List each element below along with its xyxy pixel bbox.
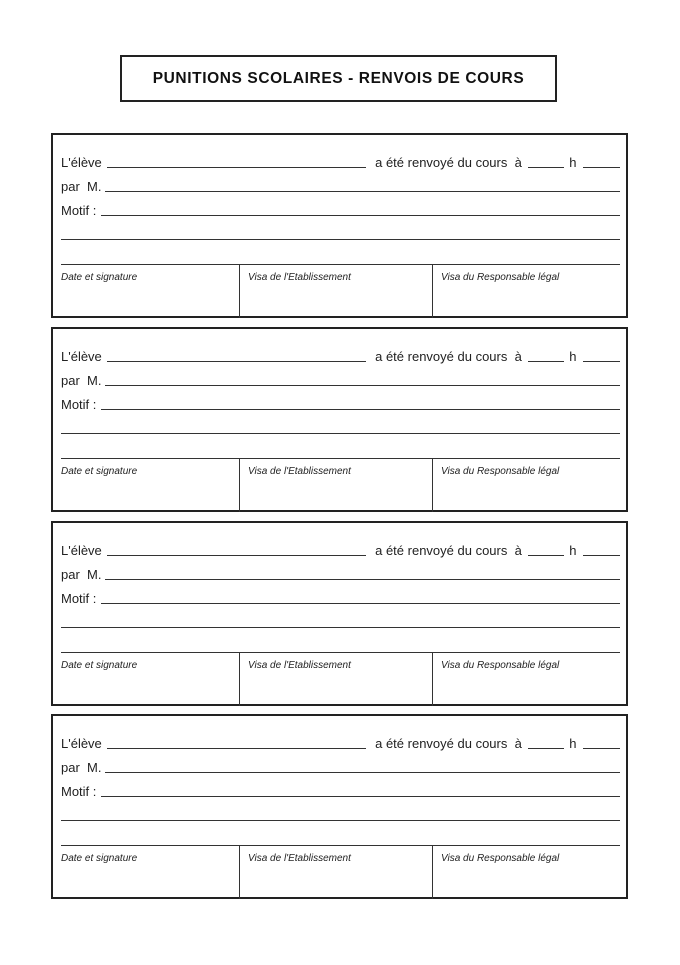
teacher-label: par M. [61, 179, 102, 194]
student-row [61, 152, 620, 170]
school-visa-label: Visa de l'Etablissement [248, 466, 351, 477]
guardian-visa-cell[interactable] [432, 459, 626, 512]
minute-field[interactable] [583, 361, 620, 362]
student-row [61, 540, 620, 558]
reason-line-2[interactable] [61, 627, 620, 628]
student-name-field[interactable] [107, 361, 366, 362]
reason-field[interactable] [101, 409, 620, 410]
punishment-slip [51, 521, 628, 706]
date-signature-cell[interactable] [53, 846, 239, 899]
reason-field[interactable] [101, 215, 620, 216]
page-title: PUNITIONS SCOLAIRES - RENVOIS DE COURS [152, 69, 525, 87]
teacher-row [61, 564, 620, 582]
guardian-visa-cell[interactable] [432, 846, 626, 899]
teacher-name-field[interactable] [105, 579, 620, 580]
student-label: L'élève [61, 543, 102, 558]
reason-label: Motif : [61, 591, 97, 606]
hour-label: h [569, 349, 577, 364]
teacher-name-field[interactable] [105, 385, 620, 386]
minute-field[interactable] [583, 748, 620, 749]
minute-field[interactable] [583, 167, 620, 168]
teacher-name-field[interactable] [105, 191, 620, 192]
punishment-slip [51, 133, 628, 318]
date-signature-label: Date et signature [61, 466, 138, 477]
reason-label: Motif : [61, 784, 97, 799]
reason-label: Motif : [61, 203, 97, 218]
student-row [61, 346, 620, 364]
hour-label: h [569, 155, 577, 170]
student-label: L'élève [61, 155, 102, 170]
hour-field[interactable] [528, 167, 564, 168]
teacher-row [61, 176, 620, 194]
hour-field[interactable] [528, 361, 564, 362]
sent-out-label: a été renvoyé du cours à [375, 155, 522, 170]
school-visa-cell[interactable] [239, 459, 432, 512]
school-visa-cell[interactable] [239, 265, 432, 318]
title-box [120, 55, 557, 102]
student-name-field[interactable] [107, 167, 366, 168]
guardian-visa-label: Visa du Responsable légal [441, 466, 560, 477]
date-signature-label: Date et signature [61, 660, 138, 671]
teacher-row [61, 370, 620, 388]
reason-row [61, 200, 620, 218]
date-signature-cell[interactable] [53, 653, 239, 706]
reason-field[interactable] [101, 796, 620, 797]
punishment-slip [51, 327, 628, 512]
reason-field[interactable] [101, 603, 620, 604]
guardian-visa-cell[interactable] [432, 265, 626, 318]
hour-label: h [569, 543, 577, 558]
student-name-field[interactable] [107, 748, 366, 749]
sent-out-label: a été renvoyé du cours à [375, 349, 522, 364]
minute-field[interactable] [583, 555, 620, 556]
student-row [61, 733, 620, 751]
student-label: L'élève [61, 736, 102, 751]
guardian-visa-label: Visa du Responsable légal [441, 853, 560, 864]
hour-field[interactable] [528, 555, 564, 556]
teacher-label: par M. [61, 373, 102, 388]
reason-line-2[interactable] [61, 239, 620, 240]
sent-out-label: a été renvoyé du cours à [375, 543, 522, 558]
date-signature-cell[interactable] [53, 459, 239, 512]
reason-label: Motif : [61, 397, 97, 412]
teacher-name-field[interactable] [105, 772, 620, 773]
guardian-visa-cell[interactable] [432, 653, 626, 706]
date-signature-cell[interactable] [53, 265, 239, 318]
date-signature-label: Date et signature [61, 272, 138, 283]
school-visa-cell[interactable] [239, 846, 432, 899]
reason-row [61, 588, 620, 606]
student-label: L'élève [61, 349, 102, 364]
date-signature-label: Date et signature [61, 853, 138, 864]
school-visa-label: Visa de l'Etablissement [248, 853, 351, 864]
school-visa-label: Visa de l'Etablissement [248, 272, 351, 283]
teacher-label: par M. [61, 760, 102, 775]
teacher-row [61, 757, 620, 775]
reason-line-2[interactable] [61, 820, 620, 821]
reason-row [61, 394, 620, 412]
hour-field[interactable] [528, 748, 564, 749]
punishment-slip [51, 714, 628, 899]
school-visa-label: Visa de l'Etablissement [248, 660, 351, 671]
guardian-visa-label: Visa du Responsable légal [441, 660, 560, 671]
student-name-field[interactable] [107, 555, 366, 556]
guardian-visa-label: Visa du Responsable légal [441, 272, 560, 283]
teacher-label: par M. [61, 567, 102, 582]
sent-out-label: a été renvoyé du cours à [375, 736, 522, 751]
hour-label: h [569, 736, 577, 751]
school-visa-cell[interactable] [239, 653, 432, 706]
reason-row [61, 781, 620, 799]
reason-line-2[interactable] [61, 433, 620, 434]
